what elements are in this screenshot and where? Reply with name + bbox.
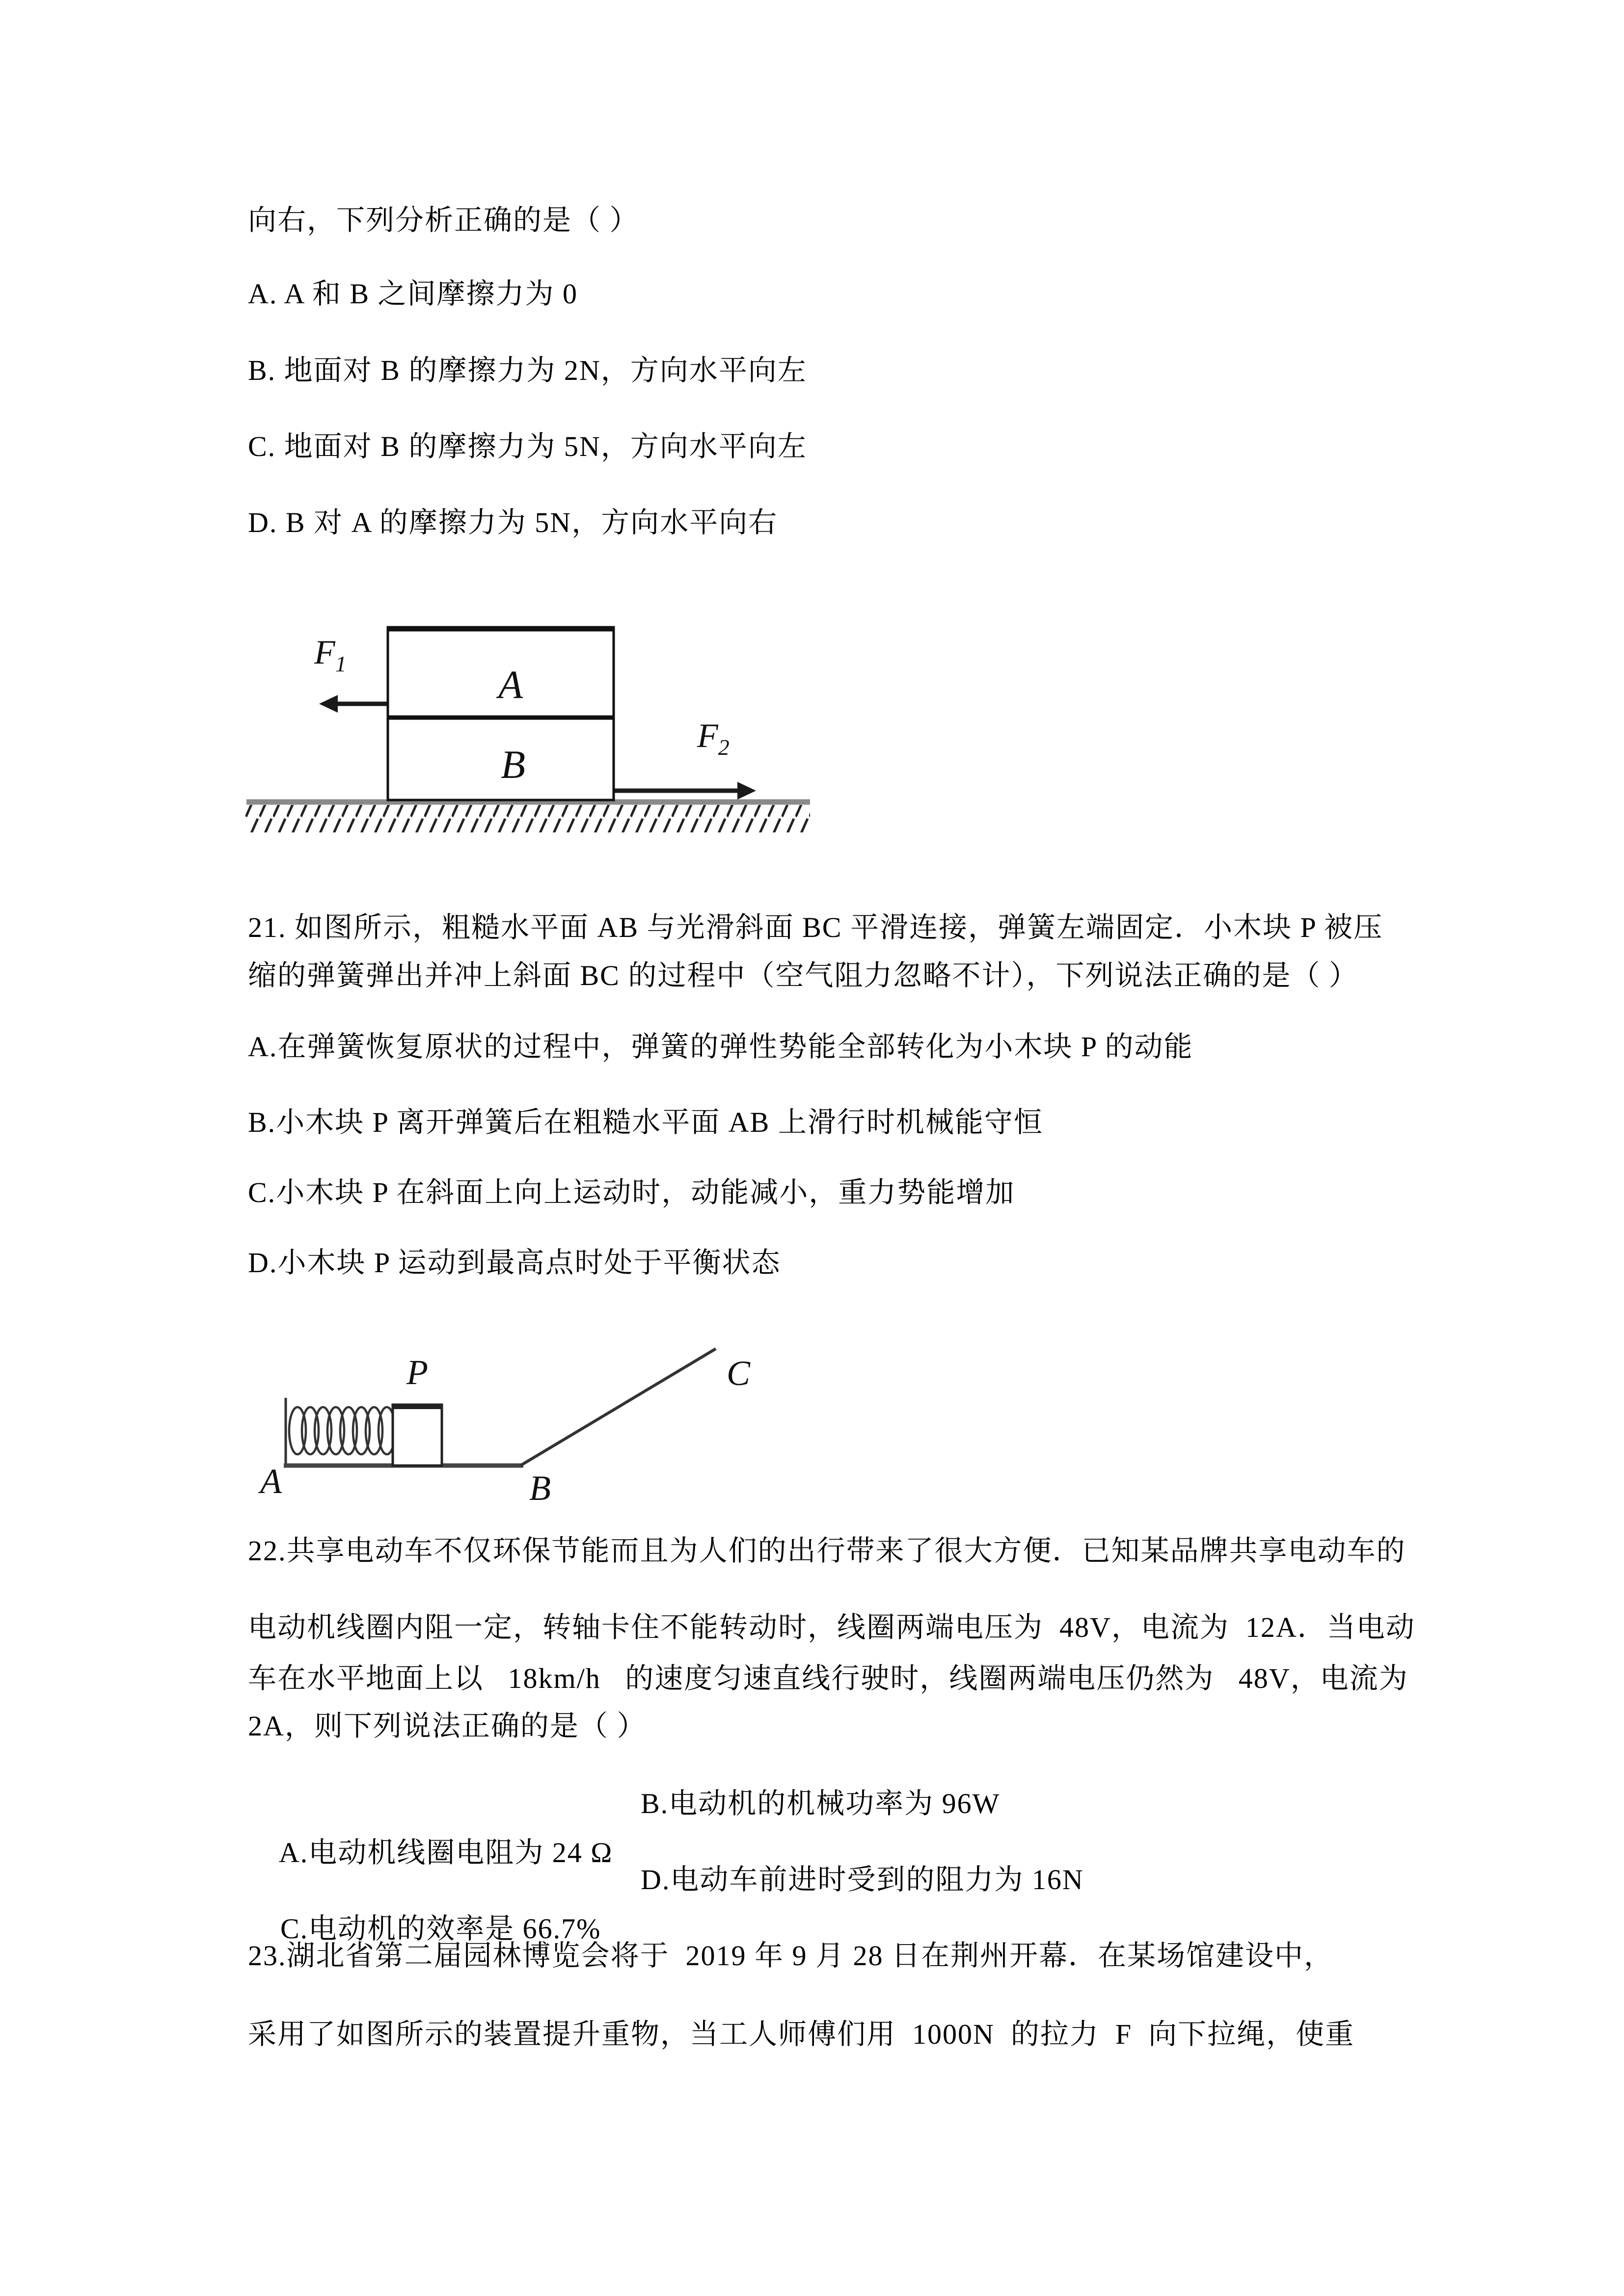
force-f2-label: $F_2$ <box>697 717 730 760</box>
q21-option-d: D.小木块 P 运动到最高点时处于平衡状态 <box>248 1247 781 1279</box>
point-p-label: P <box>406 1353 428 1392</box>
force-f2-arrowhead <box>737 782 756 800</box>
q23-stem-line-2: 采用了如图所示的装置提升重物，当工人师傅们用 1000N 的拉力 F 向下拉绳，使重 <box>248 2018 1355 2050</box>
q22-options-row-ab <box>248 1779 1001 1869</box>
q22-option-d: D.电动车前进时受到的阻力为 16N <box>641 1864 1084 1896</box>
incline-bc-line <box>520 1349 716 1466</box>
block-b-label: B <box>500 742 526 787</box>
q23-stem-line-1: 23.湖北省第二届园林博览会将于 2019 年 9 月 28 日在荆州开幕．在某场馆建设中， <box>248 1940 1334 1972</box>
point-a-label: A <box>260 1462 282 1501</box>
block-p <box>393 1405 442 1466</box>
q21-stem-line-2: 缩的弹簧弹出并冲上斜面 BC 的过程中（空气阻力忽略不计），下列说法正确的是（ ） <box>248 960 1358 991</box>
point-b-label: B <box>529 1468 551 1508</box>
q20-option-a: A. A 和 B 之间摩擦力为 0 <box>248 278 578 310</box>
block-a-label: A <box>498 662 523 707</box>
spring-coil <box>289 1407 395 1454</box>
q22-option-a: A.电动机线圈电阻为 24 Ω <box>278 1837 613 1869</box>
q21-option-b: B.小木块 P 离开弹簧后在粗糙水平面 AB 上滑行时机械能守恒 <box>248 1106 1043 1138</box>
q22-stem-line-3: 车在水平地面上以 18km/h 的速度匀速直线行驶时，线圈两端电压仍然为 48V，电流为 <box>248 1662 1408 1694</box>
spring-incline-diagram <box>245 1320 761 1517</box>
q21-stem-line-1: 21. 如图所示，粗糙水平面 AB 与光滑斜面 BC 平滑连接，弹簧左端固定．小木块 P 被压 <box>248 911 1383 943</box>
q22-stem-line-4: 2A，则下列说法正确的是（ ） <box>248 1710 647 1742</box>
point-c-label: C <box>727 1354 751 1393</box>
ground-hatching <box>245 805 810 832</box>
q22-stem-line-1: 22.共享电动车不仅环保节能而且为人们的出行带来了很大方便．已知某品牌共享电动车的 <box>248 1535 1406 1567</box>
q22-options-row-cd <box>248 1855 1084 1945</box>
q20-option-c: C. 地面对 B 的摩擦力为 5N，方向水平向左 <box>248 430 807 462</box>
force-f1-arrowhead <box>319 695 338 713</box>
q22-option-c: C.电动机的效率是 66.7% <box>280 1913 601 1945</box>
q21-option-a: A.在弹簧恢复原状的过程中，弹簧的弹性势能全部转化为小木块 P 的动能 <box>248 1031 1193 1063</box>
q20-option-d: D. B 对 A 的摩擦力为 5N，方向水平向右 <box>248 507 778 538</box>
force-f1-label: $F_1$ <box>314 634 347 676</box>
q20-continuation-line: 向右，下列分析正确的是（ ） <box>248 204 639 236</box>
q22-option-b: B.电动机的机械功率为 96W <box>641 1788 1001 1819</box>
q21-option-c: C.小木块 P 在斜面上向上运动时，动能减小，重力势能增加 <box>248 1176 1015 1208</box>
q22-stem-line-2: 电动机线圈内阻一定，转轴卡住不能转动时，线圈两端电压为 48V，电流为 12A．当电动 <box>248 1611 1415 1643</box>
blocks-friction-diagram <box>245 618 815 839</box>
q20-option-b: B. 地面对 B 的摩擦力为 2N，方向水平向左 <box>248 354 807 386</box>
